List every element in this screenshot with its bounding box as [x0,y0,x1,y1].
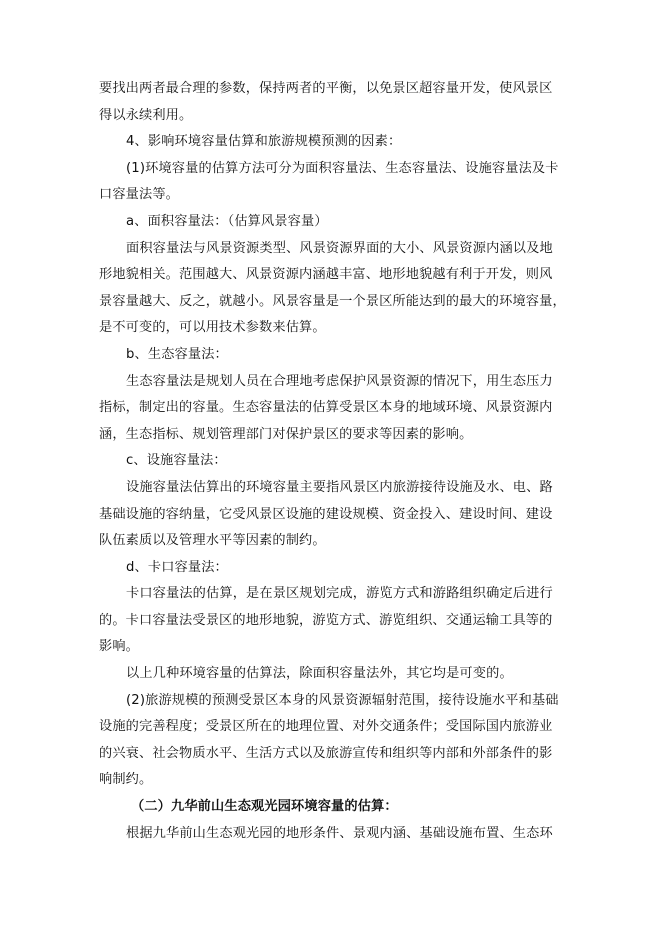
text-line: (2)旅游规模的预测受景区本身的风景资源辐射范围，接待设施水平和基础 [126,692,559,708]
text-line: 队伍素质以及管理水平等因素的制约。 [99,533,326,549]
text-line: 以上几种环境容量的估算法，除面积容量法外，其它均是可变的。 [126,666,513,682]
text-line: 基础设施的容纳量，它受风景区设施的建设规模、资金投入、建设时间、建设 [99,506,553,522]
document-body [99,76,566,847]
text-line: 设施的完善程度；受景区所在的地理位置、对外交通条件；受国际国内旅游业 [99,719,553,735]
text-line: 是不可变的，可以用技术参数来估算。 [99,320,326,336]
text-line: 的。卡口容量法受景区的地形地貌，游览方式、游览组织、交通运输工具等的 [99,612,553,628]
text-line: 设施容量法估算出的环境容量主要指风景区内旅游接待设施及水、电、路 [126,479,553,495]
text-line: 得以永续利用。 [99,107,193,123]
text-line: 涵，生态指标、规划管理部门对保护景区的要求等因素的影响。 [99,426,473,442]
text-line: 4、影响环境容量估算和旅游规模预测的因素： [126,134,402,150]
text-line: (1)环境容量的估算方法可分为面积容量法、生态容量法、设施容量法及卡 [126,160,559,176]
text-line: a、面积容量法：（估算风景容量） [126,213,328,229]
text-line: c、设施容量法： [126,453,227,469]
text-line: 生态容量法是规划人员在合理地考虑保护风景资源的情况下，用生态压力 [126,373,553,389]
text-line: b、生态容量法： [126,346,228,362]
text-line: 面积容量法与风景资源类型、风景资源界面的大小、风景资源内涵以及地 [126,240,553,256]
section-heading: （二）九华前山生态观光园环境容量的估算： [131,799,398,815]
text-line: 形地貌相关。范围越大、风景资源内涵越丰富、地形地貌越有利于开发，则风 [99,267,553,283]
text-line: 口容量法等。 [99,187,180,203]
text-line: 响制约。 [99,772,153,788]
text-line: 卡口容量法的估算，是在景区规划完成，游览方式和游路组织确定后进行 [126,586,553,602]
text-line: 根据九华前山生态观光园的地形条件、景观内涵、基础设施布置、生态环 [126,825,553,841]
text-line: d、卡口容量法： [126,559,228,575]
text-line: 要找出两者最合理的参数，保持两者的平衡，以免景区超容量开发，使风景区 [99,81,553,96]
text-line: 影响。 [99,639,140,655]
text-line: 的兴衰、社会物质水平、生活方式以及旅游宣传和组织等内部和外部条件的影 [99,745,553,761]
text-line: 景容量越大、反之，就越小。风景容量是一个景区所能达到的最大的环境容量， [99,293,566,309]
text-line: 指标，制定出的容量。生态容量法的估算受景区本身的地域环境、风景资源内 [99,400,553,416]
